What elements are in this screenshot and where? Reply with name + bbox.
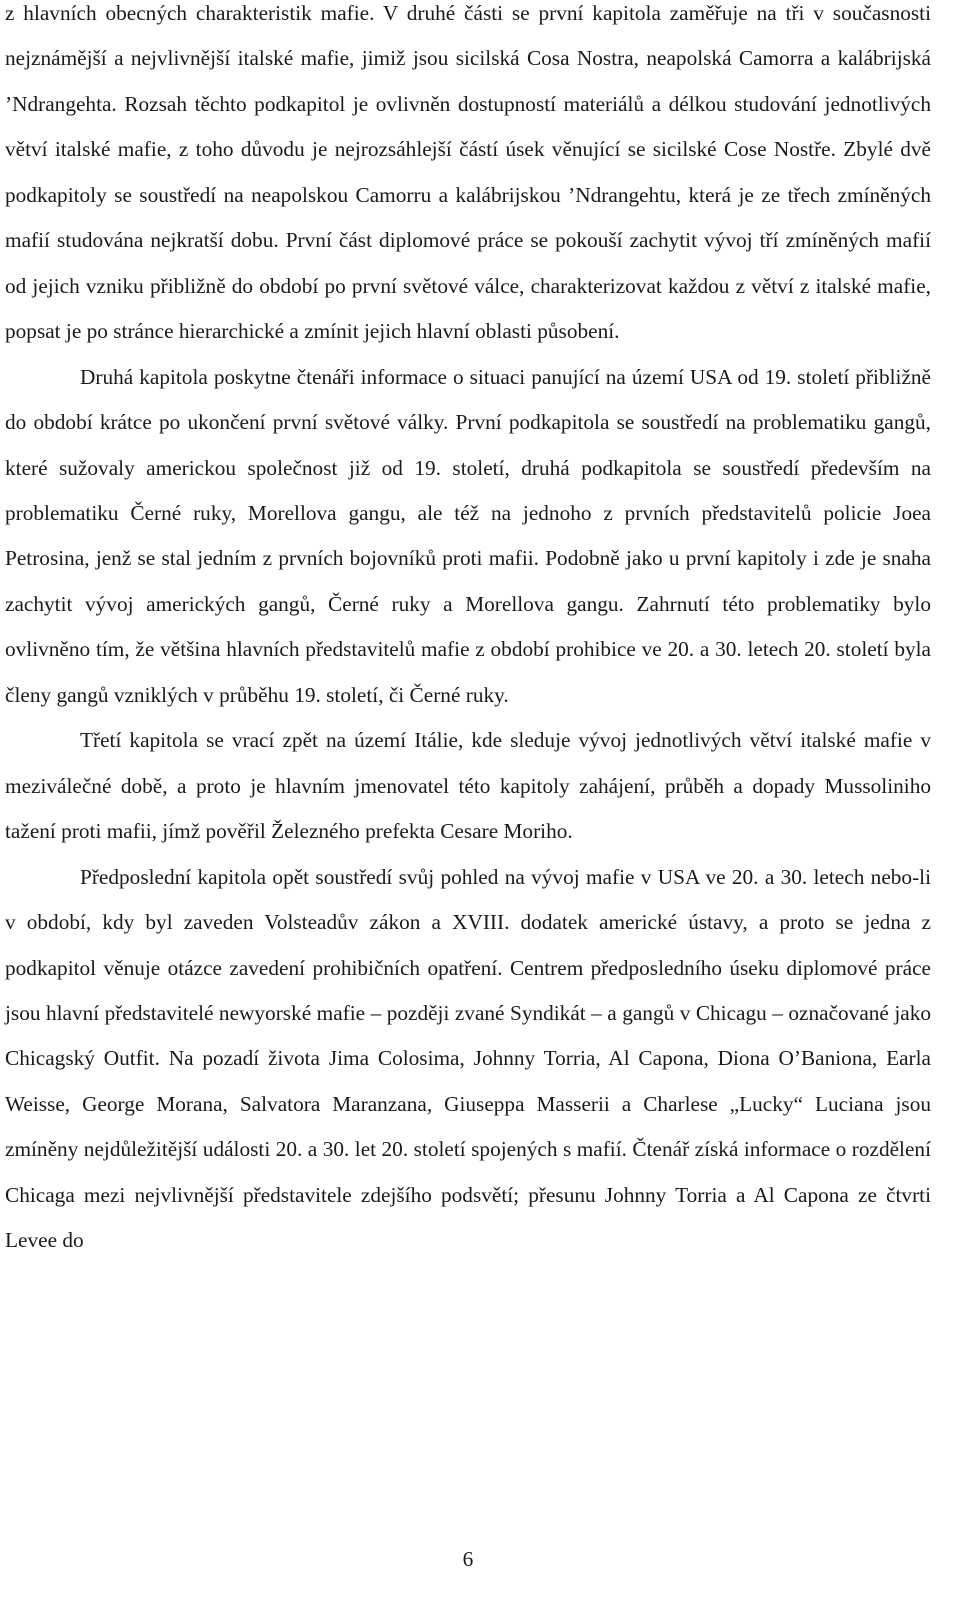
paragraph-chapter-four-overview: Předposlední kapitola opět soustředí svůj pohled na vývoj mafie v USA ve 20. a 30. letech nebo-li v období, kdy byl zaveden Volsteadův zákon a XVIII. dodatek americké ústavy, a proto se jedna z podkapitol věnuje otázce zavedení prohibičních opatření. Centrem předposledního úseku diplomové práce jsou hlavní představitelé newyorské mafie – později zvané Syndikát – a gangů v Chicagu – označované jako Chicagský Outfit. Na pozadí života Jima Colosima, Johnny Torria, Al Capona, Diona O’Baniona, Earla Weisse, George Morana, Salvatora Maranzana, Giuseppa Masserii a Charlese „Lucky“ Luciana jsou zmíněny nejdůležitější události 20. a 30. let 20. století spojených s mafií. Čtenář získá informace o rozdělení Chicaga mezi nejvlivnější představitele zdejšího podsvětí; přesunu Johnny Torria a Al Capona ze čtvrti Levee do [5,864,931,1253]
text-body [5,0,931,1264]
page-number: 6 [462,1547,474,1571]
paragraph-chapter-one-overview: z hlavních obecných charakteristik mafie. V druhé části se první kapitola zaměřuje na tři v současnosti nejznámější a nejvlivnější italské mafie, jimiž jsou sicilská Cosa Nostra, neapolská Camorra a kalábrijská ’Ndrangehta. Rozsah těchto podkapitol je ovlivněn dostupností materiálů a délkou studování jednotlivých větví italské mafie, z toho důvodu je nejrozsáhlejší částí úsek věnující se sicilské Cose Nostře. Zbylé dvě podkapitoly se soustředí na neapolskou Camorru a kalábrijskou ’Ndrangehtu, která je ze třech zmíněných mafií studována nejkratší dobu. První část diplomové práce se pokouší zachytit vývoj tří zmíněných mafií od jejich vzniku přibližně do období po první světové válce, charakterizovat každou z větví z italské mafie, popsat je po stránce hierarchické a zmínit jejich hlavní oblasti působení. [5,1,931,344]
paragraph-chapter-three-overview: Třetí kapitola se vrací zpět na území Itálie, kde sleduje vývoj jednotlivých větví italské mafie v meziválečné době, a proto je hlavním jmenovatel této kapitoly zahájení, průběh a dopady Mussoliniho tažení proti mafii, jímž pověřil Železného prefekta Cesare Moriho. [5,728,931,844]
paragraph-chapter-two-overview: Druhá kapitola poskytne čtenáři informace o situaci panující na území USA od 19. století přibližně do období krátce po ukončení první světové války. První podkapitola se soustředí na problematiku gangů, které sužovaly americkou společnost již od 19. století, druhá podkapitola se soustředí především na problematiku Černé ruky, Morellova gangu, ale též na jednoho z prvních představitelů policie Joea Petrosina, jenž se stal jedním z prvních bojovníků proti mafii. Podobně jako u první kapitoly i zde je snaha zachytit vývoj amerických gangů, Černé ruky a Morellova gangu. Zahrnutí této problematiky bylo ovlivněno tím, že většina hlavních představitelů mafie z období prohibice ve 20. a 30. letech 20. století byla členy gangů vzniklých v průběhu 19. století, či Černé ruky. [5,364,931,707]
